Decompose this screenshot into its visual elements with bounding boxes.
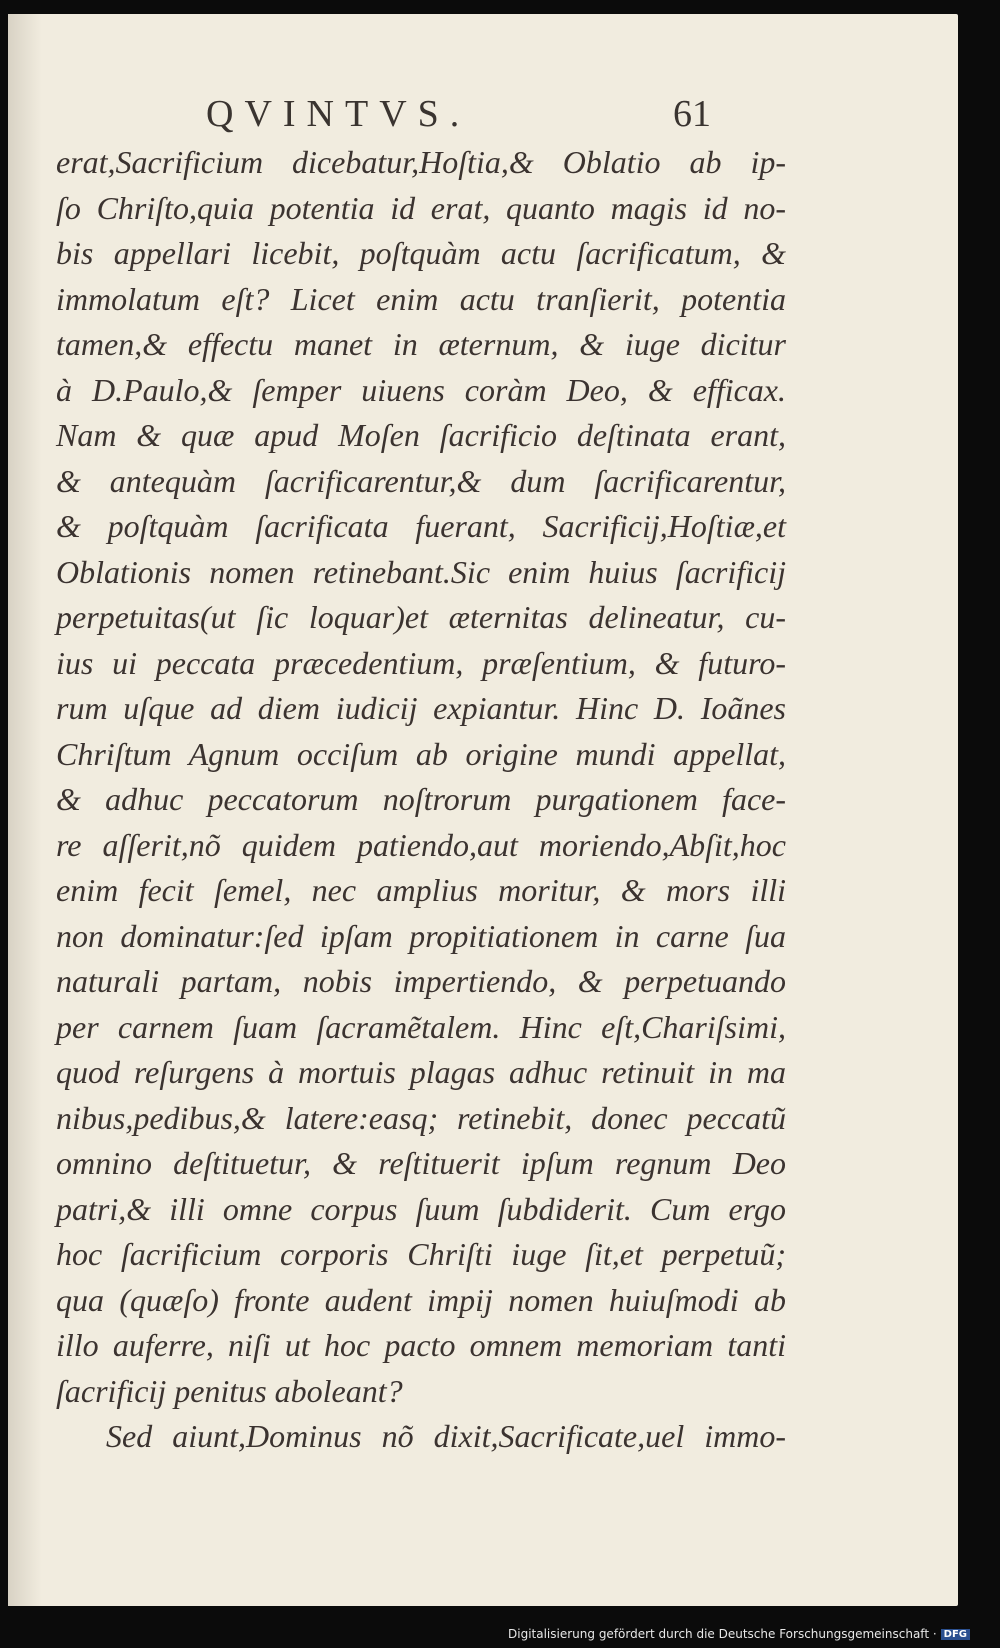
text-line: ſacrificij penitus aboleant? bbox=[56, 1372, 403, 1409]
text-line: immolatum eſt? Licet enim actu tranſierit, potentia bbox=[56, 280, 786, 317]
page-number: 61 bbox=[673, 93, 711, 135]
text-line: Nam & quæ apud Moſen ſacrificio deſtinata erant, bbox=[56, 417, 786, 453]
funding-text: Digitalisierung gefördert durch die Deutsche Forschungsgemeinschaft · bbox=[508, 1627, 937, 1641]
text-line: re aſſerit,nõ quidem patiendo,aut moriendo,Abſit,hoc bbox=[56, 826, 786, 863]
text-line: qua (quæſo) fronte audent impij nomen huiuſmodi ab bbox=[56, 1281, 786, 1318]
text-line: & poſtquàm ſacrificata fuerant, Sacrificij,Hoſtiæ,et bbox=[56, 508, 786, 544]
text-line: rum uſque ad diem iudicij expiantur. Hinc D. Ioãnes bbox=[56, 690, 786, 726]
body-text bbox=[56, 140, 786, 1460]
text-line: perpetuitas(ut ſic loquar)et æternitas delineatur, cu- bbox=[56, 599, 786, 635]
text-line: enim fecit ſemel, nec amplius moritur, & mors illi bbox=[56, 872, 786, 908]
text-line: ius ui peccata præcedentium, præſentium, & futuro- bbox=[56, 644, 786, 681]
text-line: ſo Chriſto,quia potentia id erat, quanto magis id no- bbox=[56, 189, 786, 226]
text-line: Oblationis nomen retinebant.Sic enim huius ſacrificij bbox=[56, 553, 786, 590]
text-line: naturali partam, nobis impertiendo, & perpetuando bbox=[56, 963, 786, 999]
text-line: bis appellari licebit, poſtquàm actu ſacrificatum, & bbox=[56, 235, 786, 271]
text-line: Chriſtum Agnum occiſum ab origine mundi appellat, bbox=[56, 735, 786, 772]
text-line: omnino deſtituetur, & reſtituerit ipſum regnum Deo bbox=[56, 1145, 786, 1181]
text-line: & antequàm ſacrificarentur,& dum ſacrificarentur, bbox=[56, 462, 786, 499]
text-line: à D.Paulo,& ſemper uiuens coràm Deo, & efficax. bbox=[56, 371, 786, 408]
running-head: QVINTVS. bbox=[206, 93, 471, 135]
text-line: patri,& illi omne corpus ſuum ſubdiderit. Cum ergo bbox=[56, 1190, 786, 1227]
funding-notice bbox=[508, 1627, 970, 1641]
page-header bbox=[8, 84, 958, 144]
text-line: erat,Sacrificium dicebatur,Hoſtia,& Oblatio ab ip- bbox=[56, 144, 786, 180]
text-line: tamen,& effectu manet in æternum, & iuge dicitur bbox=[56, 326, 786, 362]
text-line: quod reſurgens à mortuis plagas adhuc retinuit in ma bbox=[56, 1054, 786, 1090]
page-content bbox=[8, 14, 958, 1606]
text-line: & adhuc peccatorum noſtrorum purgationem face- bbox=[56, 781, 786, 817]
text-line: nibus,pedibus,& latere:easq; retinebit, donec peccatũ bbox=[56, 1099, 786, 1136]
text-line: illo auferre, niſi ut hoc pacto omnem memoriam tanti bbox=[56, 1327, 786, 1363]
text-line: hoc ſacrificium corporis Chriſti iuge ſit,et perpetuũ; bbox=[56, 1236, 786, 1272]
text-line: per carnem ſuam ſacramẽtalem. Hinc eſt,Chariſsimi, bbox=[56, 1008, 786, 1045]
dfg-logo-icon: DFG bbox=[941, 1629, 970, 1640]
text-line: non dominatur:ſed ipſam propitiationem in carne ſua bbox=[56, 917, 786, 954]
footer-bar bbox=[0, 1624, 1000, 1648]
text-line: Sed aiunt,Dominus nõ dixit,Sacrificate,uel immo- bbox=[106, 1418, 786, 1454]
